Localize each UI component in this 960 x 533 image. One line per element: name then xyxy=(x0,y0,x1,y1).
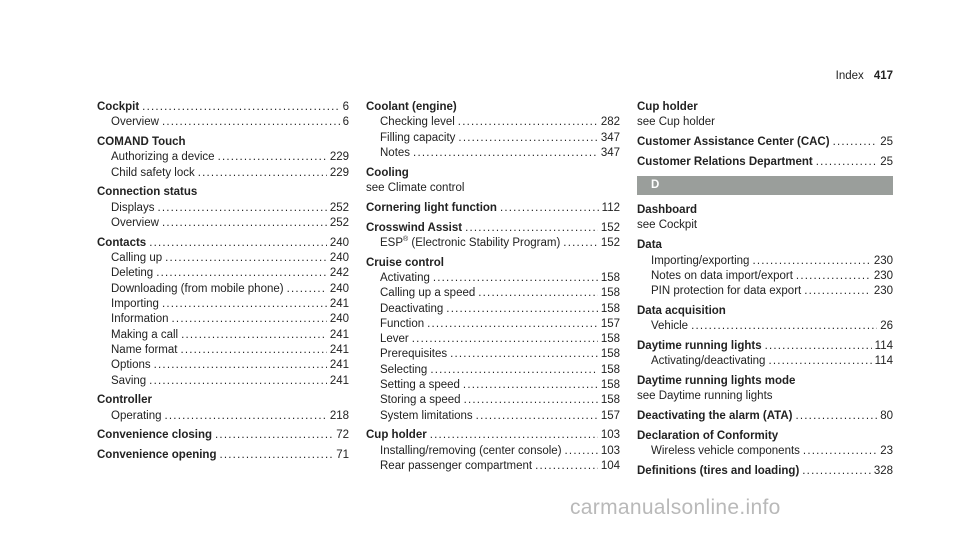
entry-label: Wireless vehicle components xyxy=(651,445,800,458)
index-subentry[interactable] xyxy=(97,266,349,281)
dot-leader xyxy=(463,378,598,393)
see-reference[interactable] xyxy=(637,218,893,233)
entry-label: Customer Assistance Center (CAC) xyxy=(637,136,830,149)
page-reference[interactable]: 158 xyxy=(600,271,620,284)
index-subentry[interactable] xyxy=(366,332,620,347)
index-subentry[interactable] xyxy=(366,236,620,251)
see-reference[interactable] xyxy=(637,115,893,130)
entry-label: Authorizing a device xyxy=(111,151,215,164)
page-reference[interactable]: 241 xyxy=(329,343,349,356)
dot-leader xyxy=(796,409,878,424)
entry-label: Activating/deactivating xyxy=(651,355,766,368)
entry-label: System limitations xyxy=(380,409,473,422)
dot-leader xyxy=(287,282,327,297)
entry-label: Data xyxy=(637,239,662,252)
page-reference[interactable]: 157 xyxy=(600,409,620,422)
dot-leader xyxy=(535,459,598,474)
page-reference[interactable]: 240 xyxy=(329,252,349,265)
index-subentry[interactable] xyxy=(637,254,893,269)
dot-leader xyxy=(458,131,597,146)
index-subentry[interactable] xyxy=(637,319,893,334)
page-reference[interactable]: 230 xyxy=(873,269,893,282)
index-entry[interactable] xyxy=(366,100,620,115)
page-reference[interactable]: 157 xyxy=(600,317,620,330)
dot-leader xyxy=(162,297,327,312)
page-reference[interactable]: 158 xyxy=(600,379,620,392)
entry-label: Notes xyxy=(380,146,411,159)
index-entry[interactable] xyxy=(637,238,893,253)
dot-leader xyxy=(162,115,340,130)
page-reference[interactable]: 158 xyxy=(600,394,620,407)
entry-label: Importing/exporting xyxy=(651,254,750,267)
index-column-1 xyxy=(97,100,349,464)
dot-leader xyxy=(768,354,871,369)
watermark: carmanualsonline.info xyxy=(570,496,781,519)
index-subentry[interactable] xyxy=(637,354,893,369)
index-subentry[interactable] xyxy=(97,297,349,312)
page-reference[interactable]: 328 xyxy=(873,465,893,478)
dot-leader xyxy=(165,409,327,424)
index-entry[interactable] xyxy=(637,374,893,389)
index-entry[interactable] xyxy=(637,203,893,218)
index-entry[interactable] xyxy=(97,236,349,251)
index-subentry[interactable] xyxy=(637,284,893,299)
index-subentry[interactable] xyxy=(97,150,349,165)
registered-mark: ® xyxy=(403,236,409,244)
page-reference[interactable]: 241 xyxy=(329,298,349,311)
index-subentry[interactable] xyxy=(637,444,893,459)
entry-label: Controller xyxy=(97,394,152,407)
index-subentry[interactable] xyxy=(366,146,620,161)
index-subentry[interactable] xyxy=(366,459,620,474)
entry-label: Overview xyxy=(111,116,159,129)
page-reference[interactable]: 241 xyxy=(329,374,349,387)
entry-label: Cockpit xyxy=(97,101,140,113)
entry-label: Customer Relations Department xyxy=(637,155,813,168)
section-name: Index xyxy=(835,70,864,82)
page-reference[interactable]: 152 xyxy=(600,236,620,249)
page-reference[interactable]: 158 xyxy=(600,302,620,315)
page-reference[interactable]: 112 xyxy=(601,201,620,214)
page-reference[interactable]: 25 xyxy=(880,155,893,168)
dot-leader xyxy=(220,448,334,463)
dot-leader xyxy=(165,251,327,266)
index-subentry[interactable] xyxy=(366,347,620,362)
entry-label: Overview xyxy=(111,217,159,230)
index-column-2 xyxy=(366,100,620,474)
index-subentry[interactable] xyxy=(366,302,620,317)
index-subentry[interactable] xyxy=(97,115,349,130)
index-entry[interactable] xyxy=(637,429,893,444)
entry-label: Operating xyxy=(111,409,162,422)
dot-leader xyxy=(149,236,327,251)
entry-label: see Cockpit xyxy=(637,219,698,232)
page-reference[interactable]: 158 xyxy=(600,348,620,361)
entry-label: Lever xyxy=(380,333,409,346)
index-entry[interactable] xyxy=(637,304,893,319)
entry-label: Cruise control xyxy=(366,256,444,269)
index-subentry[interactable] xyxy=(97,251,349,266)
page-reference[interactable]: 240 xyxy=(329,313,349,326)
dot-leader xyxy=(142,100,339,115)
dot-leader xyxy=(565,444,598,459)
entry-label: Installing/removing (center console) xyxy=(380,444,562,457)
index-subentry[interactable] xyxy=(97,374,349,389)
page-reference[interactable]: 26 xyxy=(880,320,893,333)
dot-leader xyxy=(215,428,333,443)
entry-label: Child safety lock xyxy=(111,166,195,179)
index-subentry[interactable] xyxy=(97,312,349,327)
index-entry[interactable] xyxy=(637,155,893,170)
entry-label: Checking level xyxy=(380,116,455,129)
entry-label: Information xyxy=(111,313,169,326)
dot-leader xyxy=(430,428,598,443)
dot-leader xyxy=(752,254,870,269)
index-subentry[interactable] xyxy=(97,328,349,343)
index-subentry[interactable] xyxy=(97,282,349,297)
page-reference[interactable]: 158 xyxy=(600,333,620,346)
entry-label: Convenience opening xyxy=(97,449,217,462)
entry-label: Cup holder xyxy=(366,429,427,442)
entry-label: Convenience closing xyxy=(97,429,213,442)
dot-leader xyxy=(691,319,877,334)
index-entry[interactable] xyxy=(366,221,620,236)
entry-label: Cooling xyxy=(366,166,409,179)
page-reference[interactable]: 6 xyxy=(342,116,349,129)
entry-label: Connection status xyxy=(97,186,198,199)
see-reference[interactable] xyxy=(637,389,893,404)
dot-leader xyxy=(804,284,871,299)
entry-label: Rear passenger compartment xyxy=(380,460,533,473)
entry-label: Downloading (from mobile phone) xyxy=(111,282,284,295)
dot-leader xyxy=(450,347,598,362)
page-reference[interactable]: 158 xyxy=(600,287,620,300)
entry-label: Storing a speed xyxy=(380,394,461,407)
dot-leader xyxy=(802,464,871,479)
entry-label: Deleting xyxy=(111,267,154,280)
index-subentry[interactable] xyxy=(366,271,620,286)
index-subentry[interactable] xyxy=(366,409,620,424)
index-entry[interactable] xyxy=(366,428,620,443)
page-reference[interactable]: 241 xyxy=(329,328,349,341)
page-reference[interactable]: 347 xyxy=(600,146,620,159)
entry-label: Cornering light function xyxy=(366,201,497,214)
dot-leader xyxy=(430,363,598,378)
dot-leader xyxy=(156,266,327,281)
dot-leader xyxy=(464,393,598,408)
dot-leader xyxy=(796,269,871,284)
entry-label: Activating xyxy=(380,271,430,284)
page-reference[interactable]: 252 xyxy=(329,201,349,214)
index-subentry[interactable] xyxy=(97,358,349,373)
index-entry[interactable] xyxy=(97,185,349,200)
index-subentry[interactable] xyxy=(637,269,893,284)
dot-leader xyxy=(181,328,327,343)
entry-label: see Daytime running lights xyxy=(637,390,773,403)
dot-leader xyxy=(427,317,598,332)
page-reference[interactable]: 218 xyxy=(329,409,349,422)
index-subentry[interactable] xyxy=(366,444,620,459)
index-subentry[interactable] xyxy=(366,363,620,378)
entry-label: Daytime running lights mode xyxy=(637,375,796,388)
index-entry[interactable] xyxy=(97,135,349,150)
entry-label: Function xyxy=(380,317,425,330)
dot-leader xyxy=(458,115,598,130)
entry-label: Dashboard xyxy=(637,204,698,217)
page-header xyxy=(836,70,893,82)
dot-leader xyxy=(154,358,327,373)
page-reference[interactable]: 158 xyxy=(600,363,620,376)
entry-label: Importing xyxy=(111,298,159,311)
page-reference[interactable]: 282 xyxy=(600,116,620,129)
entry-label: Cup holder xyxy=(637,101,698,113)
page-reference[interactable]: 114 xyxy=(874,355,893,368)
dot-leader xyxy=(412,332,598,347)
entry-label: Making a call xyxy=(111,328,179,341)
entry-label: Selecting xyxy=(380,363,428,376)
entry-label: Daytime running lights xyxy=(637,340,762,353)
entry-label: Calling up xyxy=(111,252,163,265)
page-reference[interactable]: 230 xyxy=(873,285,893,298)
page-reference[interactable]: 72 xyxy=(336,429,349,442)
dot-leader xyxy=(765,339,872,354)
index-subentry[interactable] xyxy=(97,201,349,216)
dot-leader xyxy=(563,236,598,251)
page-reference[interactable]: 241 xyxy=(329,359,349,372)
page-reference[interactable]: 71 xyxy=(336,449,349,462)
dot-leader xyxy=(446,302,598,317)
page-reference[interactable]: 6 xyxy=(342,101,349,113)
dot-leader xyxy=(157,201,326,216)
page-reference[interactable]: 103 xyxy=(600,429,620,442)
entry-label: Notes on data import/export xyxy=(651,269,793,282)
entry-label: Declaration of Conformity xyxy=(637,430,779,443)
entry-label: COMAND Touch xyxy=(97,136,186,149)
index-subentry[interactable] xyxy=(97,409,349,424)
page-reference[interactable]: 152 xyxy=(600,221,620,234)
dot-leader xyxy=(478,286,598,301)
entry-label: Options xyxy=(111,359,151,372)
entry-label: Deactivating xyxy=(380,302,444,315)
entry-label: Coolant (engine) xyxy=(366,101,457,113)
dot-leader xyxy=(149,374,327,389)
entry-label: Setting a speed xyxy=(380,379,460,392)
entry-label: Calling up a speed xyxy=(380,287,476,300)
index-subentry[interactable] xyxy=(366,115,620,130)
entry-label: Deactivating the alarm (ATA) xyxy=(637,410,793,423)
index-entry[interactable] xyxy=(366,201,620,216)
entry-label-text: (Electronic Stability Program) xyxy=(408,236,561,249)
index-entry[interactable] xyxy=(97,100,349,115)
dot-leader xyxy=(162,216,327,231)
dot-leader xyxy=(180,343,326,358)
dot-leader xyxy=(413,146,598,161)
page-reference[interactable]: 103 xyxy=(600,444,620,457)
index-column-3 xyxy=(637,100,893,479)
entry-label: Contacts xyxy=(97,236,147,249)
page-reference[interactable]: 230 xyxy=(873,254,893,267)
entry-label: Prerequisites xyxy=(380,348,448,361)
entry-label: see Climate control xyxy=(366,181,465,194)
dot-leader xyxy=(833,135,878,150)
page-reference[interactable]: 242 xyxy=(329,267,349,280)
dot-leader xyxy=(465,221,598,236)
index-entry[interactable] xyxy=(637,339,893,354)
see-reference[interactable] xyxy=(366,181,620,196)
letter-heading: D xyxy=(637,176,893,195)
entry-label: Data acquisition xyxy=(637,304,726,317)
index-entry[interactable] xyxy=(97,393,349,408)
entry-label: Crosswind Assist xyxy=(366,221,463,234)
entry-label: Name format xyxy=(111,343,178,356)
index-subentry[interactable] xyxy=(97,343,349,358)
index-entry[interactable] xyxy=(366,166,620,181)
entry-label xyxy=(380,236,560,251)
dot-leader xyxy=(500,201,599,216)
index-entry[interactable] xyxy=(97,428,349,443)
index-subentry[interactable] xyxy=(366,393,620,408)
page-reference[interactable]: 240 xyxy=(329,282,349,295)
entry-label: PIN protection for data export xyxy=(651,285,802,298)
dot-leader xyxy=(218,150,327,165)
dot-leader xyxy=(433,271,598,286)
page-reference[interactable]: 114 xyxy=(874,340,893,353)
index-entry[interactable] xyxy=(637,409,893,424)
dot-leader xyxy=(476,409,598,424)
dot-leader xyxy=(816,155,877,170)
index-entry[interactable] xyxy=(637,135,893,150)
entry-label: Filling capacity xyxy=(380,131,456,144)
page-reference[interactable]: 229 xyxy=(329,166,349,179)
entry-label: Saving xyxy=(111,374,147,387)
page-reference[interactable]: 347 xyxy=(600,131,620,144)
index-subentry[interactable] xyxy=(97,166,349,181)
index-entry[interactable] xyxy=(637,464,893,479)
entry-label: Definitions (tires and loading) xyxy=(637,465,800,478)
index-subentry[interactable] xyxy=(366,286,620,301)
page-reference[interactable]: 104 xyxy=(600,460,620,473)
index-entry[interactable] xyxy=(97,448,349,463)
page-reference[interactable]: 229 xyxy=(329,151,349,164)
page-reference[interactable]: 23 xyxy=(880,445,893,458)
page-reference[interactable]: 240 xyxy=(329,236,349,249)
dot-leader xyxy=(172,312,327,327)
page-reference[interactable]: 252 xyxy=(329,217,349,230)
page-reference[interactable]: 80 xyxy=(880,410,893,423)
page-number: 417 xyxy=(873,70,893,82)
dot-leader xyxy=(198,166,327,181)
dot-leader xyxy=(803,444,877,459)
index-subentry[interactable] xyxy=(366,131,620,146)
index-subentry[interactable] xyxy=(97,216,349,231)
page-reference[interactable]: 25 xyxy=(880,136,893,149)
index-entry[interactable] xyxy=(366,256,620,271)
entry-label-text: ESP xyxy=(380,236,404,249)
index-subentry[interactable] xyxy=(366,378,620,393)
entry-label: see Cup holder xyxy=(637,116,715,129)
index-entry[interactable] xyxy=(637,100,893,115)
entry-label: Displays xyxy=(111,201,155,214)
index-subentry[interactable] xyxy=(366,317,620,332)
entry-label: Vehicle xyxy=(651,320,689,333)
